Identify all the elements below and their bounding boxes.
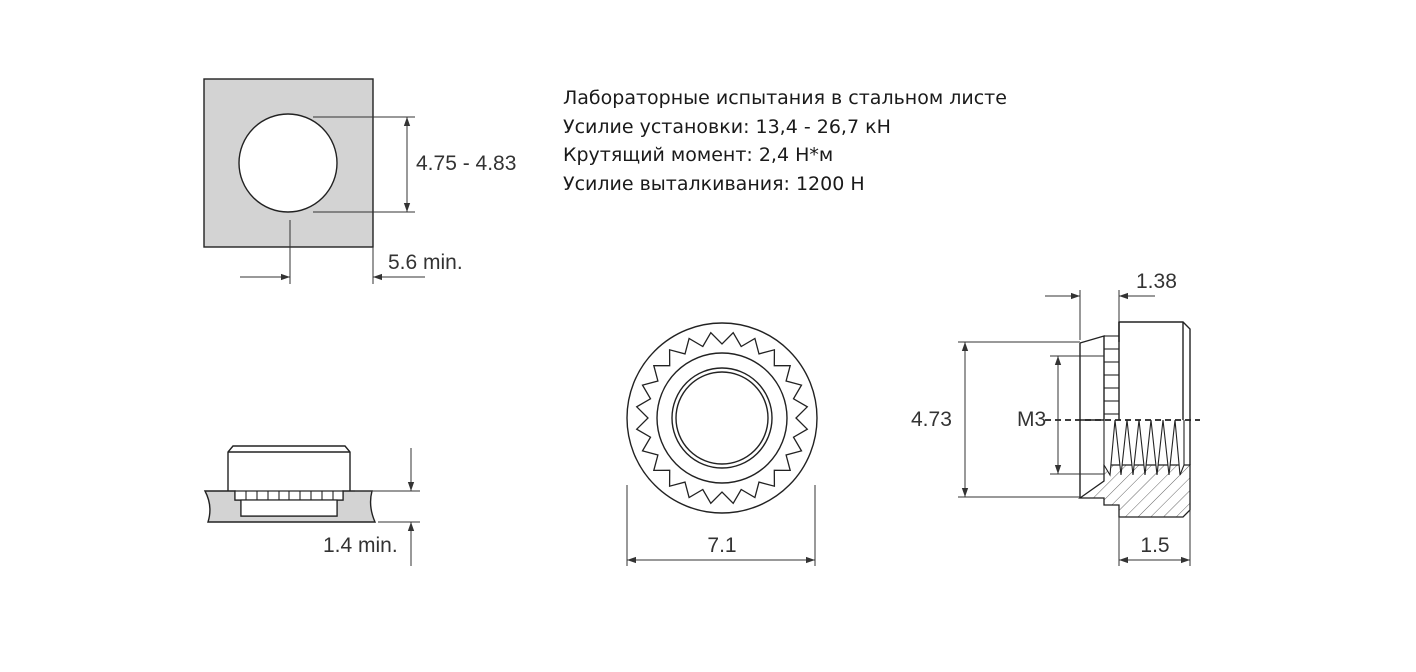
info-line-install-force: Усилие установки: 13,4 - 26,7 кН	[563, 115, 891, 138]
mounting-hole	[239, 114, 337, 212]
serration-teeth	[637, 333, 808, 504]
body-length-label: 1.5	[1140, 534, 1170, 557]
info-line-torque: Крутящий момент: 2,4 Н*м	[563, 144, 834, 166]
hole-diameter-label: 4.75 - 4.83	[416, 152, 517, 175]
test-results-text	[563, 84, 1007, 198]
hatched-section	[1080, 465, 1190, 517]
height-label: 4.73	[911, 408, 952, 431]
edge-distance-label: 5.6 min.	[388, 251, 463, 274]
installed-section-view	[205, 446, 420, 566]
sheet-thickness-label: 1.4 min.	[323, 534, 398, 557]
outer-diameter-label: 7.1	[707, 534, 737, 557]
nut-head	[228, 446, 350, 491]
info-line-title: Лабораторные испытания в стальном листе	[563, 87, 1007, 109]
nut-side-section	[911, 270, 1200, 566]
mounting-hole-view	[204, 79, 516, 284]
shank-length-label: 1.38	[1136, 270, 1177, 293]
info-line-pushout: Усилие выталкивания: 1200 Н	[563, 172, 865, 195]
nut-top-view	[627, 323, 817, 566]
shank-outline	[1080, 336, 1104, 420]
thread-label: M3	[1017, 408, 1047, 431]
shank-knurls	[1104, 336, 1119, 414]
nut-shank	[241, 500, 337, 516]
